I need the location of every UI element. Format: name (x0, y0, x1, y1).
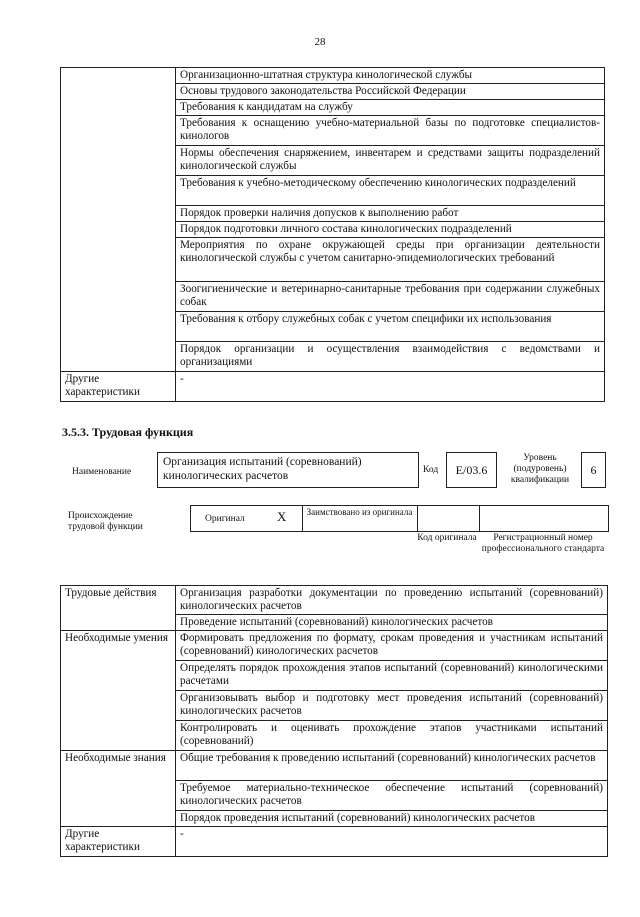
table-row: Проведение испытаний (соревнований) кинологических расчетов (176, 615, 608, 631)
origin-row (190, 505, 609, 532)
table-row: Нормы обеспечения снаряжением, инвентарем и средствами защиты подразделений кинологической службы (176, 146, 605, 176)
code-label: Код (423, 465, 439, 475)
table-row: Порядок проведения испытаний (соревнований) кинологических расчетов (176, 811, 608, 827)
table-row: Организационно-штатная структура кинологической службы (176, 68, 605, 84)
other-characteristics-value: - (176, 827, 608, 857)
table-row: Определять порядок прохождения этапов испытаний (соревнований) кинологическими расчетами (176, 661, 608, 691)
empty-label-cell (61, 68, 176, 372)
table-row: Мероприятия по охране окружающей среды при организации деятельности кинологической службы с учетом санитарно-эпидемиологических требований (176, 238, 605, 282)
table-row: Организация разработки документации по проведению испытаний (соревнований) кинологических расчетов (176, 586, 608, 615)
regnum-caption: Регистрационный номер профессионального стандарта (481, 533, 605, 554)
other-characteristics-label: Другие характеристики (61, 827, 176, 857)
knowledge-continuation-table (60, 67, 605, 402)
original-label: Оригинал (205, 514, 245, 524)
group-label-knowledge: Необходимые знания (61, 751, 176, 827)
borrowed-label: Заимствовано из оригинала (306, 507, 413, 517)
table-row: Контролировать и оценивать прохождение этапов участниками испытаний (соревнований) (176, 721, 608, 751)
section-title: 3.5.3. Трудовая функция (62, 425, 194, 439)
other-characteristics-value: - (176, 372, 605, 402)
table-row: Порядок проверки наличия допусков к выполнению работ (176, 206, 605, 222)
table-row: Зоогигиенические и ветеринарно-санитарные требования при содержании служебных собак (176, 282, 605, 312)
table-row: Формировать предложения по формату, срокам проведения и участникам испытаний (соревнований) кинологических расчетов (176, 631, 608, 661)
table-row: Требования к отбору служебных собак с учетом специфики их использования (176, 312, 605, 342)
origin-code-cell (417, 506, 480, 531)
labor-function-table (60, 585, 608, 857)
origin-label: Происхождение трудовой функции (68, 511, 143, 532)
table-row: Основы трудового законодательства Российской Федерации (176, 84, 605, 100)
table-row: Порядок организации и осуществления взаимодействия с ведомствами и организациями (176, 342, 605, 372)
origin-borrowed-cell (302, 506, 418, 531)
origin-regnum-cell (479, 506, 608, 531)
qualification-level-box: 6 (581, 452, 606, 488)
table-row: Общие требования к проведению испытаний (соревнований) кинологических расчетов (176, 751, 608, 781)
name-label: Наименование (72, 467, 132, 477)
table-row: Требуемое материально-техническое обеспечение испытаний (соревнований) кинологических расчетов (176, 781, 608, 811)
group-label-actions: Трудовые действия (61, 586, 176, 631)
code-caption: Код оригинала (417, 533, 477, 543)
table-row: Порядок подготовки личного состава кинологических подразделений (176, 222, 605, 238)
table-row: Требования к оснащению учебно-материальной базы по подготовке специалистов-кинологов (176, 116, 605, 146)
function-name-box: Организация испытаний (соревнований) кинологических расчетов (157, 452, 419, 488)
table-row: Требования к учебно-методическому обеспечению кинологических подразделений (176, 176, 605, 206)
page-number: 28 (314, 36, 326, 48)
qualification-level-label: Уровень (подуровень) квалификации (510, 453, 570, 485)
group-label-skills: Необходимые умения (61, 631, 176, 751)
table-row: Организовывать выбор и подготовку мест проведения испытаний (соревнований) кинологических расчетов (176, 691, 608, 721)
original-mark: X (277, 509, 287, 524)
other-characteristics-label: Другие характеристики (61, 372, 176, 402)
origin-original-cell (191, 506, 303, 531)
table-row: Требования к кандидатам на службу (176, 100, 605, 116)
function-code-box: E/03.6 (446, 452, 497, 488)
